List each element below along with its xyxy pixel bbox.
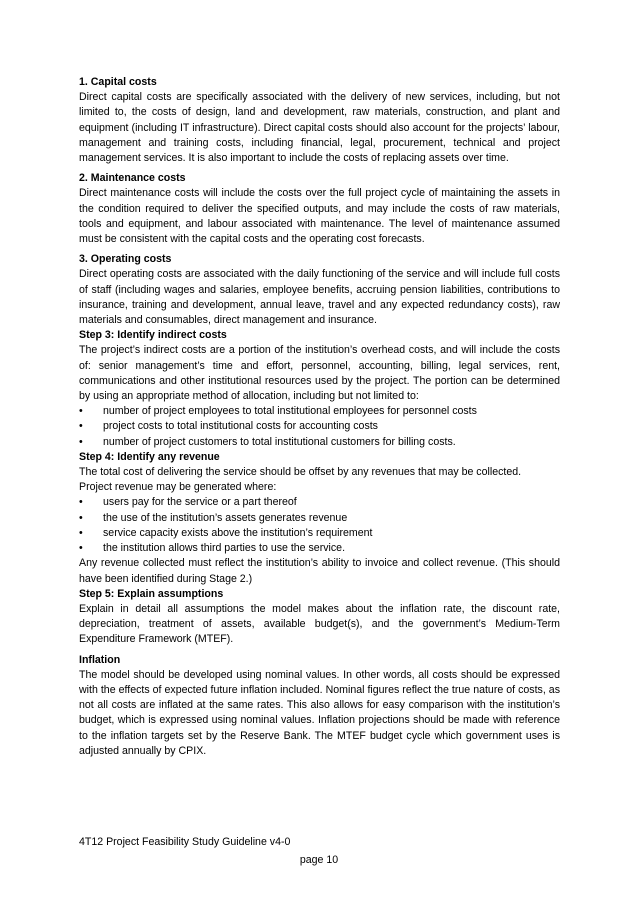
heading-step-3: Step 3: Identify indirect costs xyxy=(79,329,227,342)
list-item-text: project costs to total institutional costs for accounting costs xyxy=(103,420,378,433)
bullet-icon: • xyxy=(79,405,83,418)
bullet-icon: • xyxy=(79,542,83,555)
list-item-text: number of project employees to total institutional employees for personnel costs xyxy=(103,405,477,418)
paragraph-operating-costs: Direct operating costs are associated with the daily functioning of the service and will include full costs of staff (including wages and salaries, employee benefits, accruing pension liabilities, contributions to insurance, training and development, annual leave, travel and any expected redundancy costs), raw materials and consumables, direct management and insurance. xyxy=(79,268,560,327)
page-number: page 10 xyxy=(299,854,339,866)
list-item xyxy=(79,541,560,556)
bullet-icon: • xyxy=(79,435,83,448)
paragraph-inflation: The model should be developed using nominal values. In other words, all costs should be expressed with the effects of expected future inflation included. Nominal figures reflect the true nature of costs, as not all costs are inflated at the same rates. This also allows for easy comparison with the institution’s budget, which is expressed using nominal values. Inflation projections should be made with reference to the inflation targets set by the Reserve Bank. The MTEF budget cycle which government uses is adjusted annually by CPIX. xyxy=(79,668,560,757)
paragraph-step-4: The total cost of delivering the service should be offset by any revenues that may be collected. xyxy=(79,466,522,479)
bullet-icon: • xyxy=(79,511,83,524)
heading-maintenance-costs: 2. Maintenance costs xyxy=(79,172,186,185)
footer-document-title: 4T12 Project Feasibility Study Guideline v4-0 xyxy=(79,836,291,848)
list-item-text: the institution allows third parties to use the service. xyxy=(103,542,346,555)
heading-capital-costs: 1. Capital costs xyxy=(79,76,157,88)
paragraph-step-3: The project’s indirect costs are a portion of the institution’s overhead costs, and will include the costs of: senior management’s time and effort, personnel, accounting, billing, legal services, rent, communications and other institutional resources used by the project. The portion can be determined by using an appropriate method of allocation, including but not limited to: xyxy=(79,344,560,403)
list-item-text: number of project customers to total institutional customers for billing costs. xyxy=(103,435,456,448)
list-item-text: users pay for the service or a part thereof xyxy=(103,496,297,509)
list-item xyxy=(79,435,560,450)
heading-operating-costs: 3. Operating costs xyxy=(79,253,172,266)
paragraph-step-4-closing: Any revenue collected must reflect the institution’s ability to invoice and collect revenue. (This should have been identified during Stage 2.) xyxy=(79,557,560,585)
document-page xyxy=(79,75,560,759)
heading-step-5: Step 5: Explain assumptions xyxy=(79,587,224,600)
list-item xyxy=(79,511,560,526)
list-item-text: the use of the institution’s assets generates revenue xyxy=(103,511,348,524)
list-item xyxy=(79,419,560,434)
list-item xyxy=(79,404,560,419)
list-item-text: service capacity exists above the institution’s requirement xyxy=(103,526,373,539)
paragraph-step-5: Explain in detail all assumptions the model makes about the inflation rate, the discount rate, depreciation, treatment of assets, available budget(s), and the government’s Medium-Term Expenditure Framework (MTEF). xyxy=(79,602,560,646)
bullet-icon: • xyxy=(79,496,83,509)
list-item xyxy=(79,495,560,510)
paragraph-maintenance-costs: Direct maintenance costs will include the costs over the full project cycle of maintaining the assets in the condition required to deliver the specified outputs, and may include the costs of raw materials, tools and equipment, and labour associated with maintenance. The level of maintenance assumed must be consistent with the capital costs and the operating cost forecasts. xyxy=(79,187,560,246)
paragraph-capital-costs: Direct capital costs are specifically associated with the delivery of new services, including, but not limited to, the costs of design, land and development, raw materials, construction, and plant and equipment (including IT infrastructure). Direct capital costs should also account for the projects’ labour, management and training costs, including financial, legal, procurement, technical and project management services. It is also important to include the costs of replacing assets over time. xyxy=(79,91,560,165)
list-item xyxy=(79,526,560,541)
heading-inflation: Inflation xyxy=(79,653,121,666)
heading-step-4: Step 4: Identify any revenue xyxy=(79,450,220,463)
paragraph-step-4-intro: Project revenue may be generated where: xyxy=(79,481,277,494)
bullet-icon: • xyxy=(79,420,83,433)
bullet-icon: • xyxy=(79,526,83,539)
